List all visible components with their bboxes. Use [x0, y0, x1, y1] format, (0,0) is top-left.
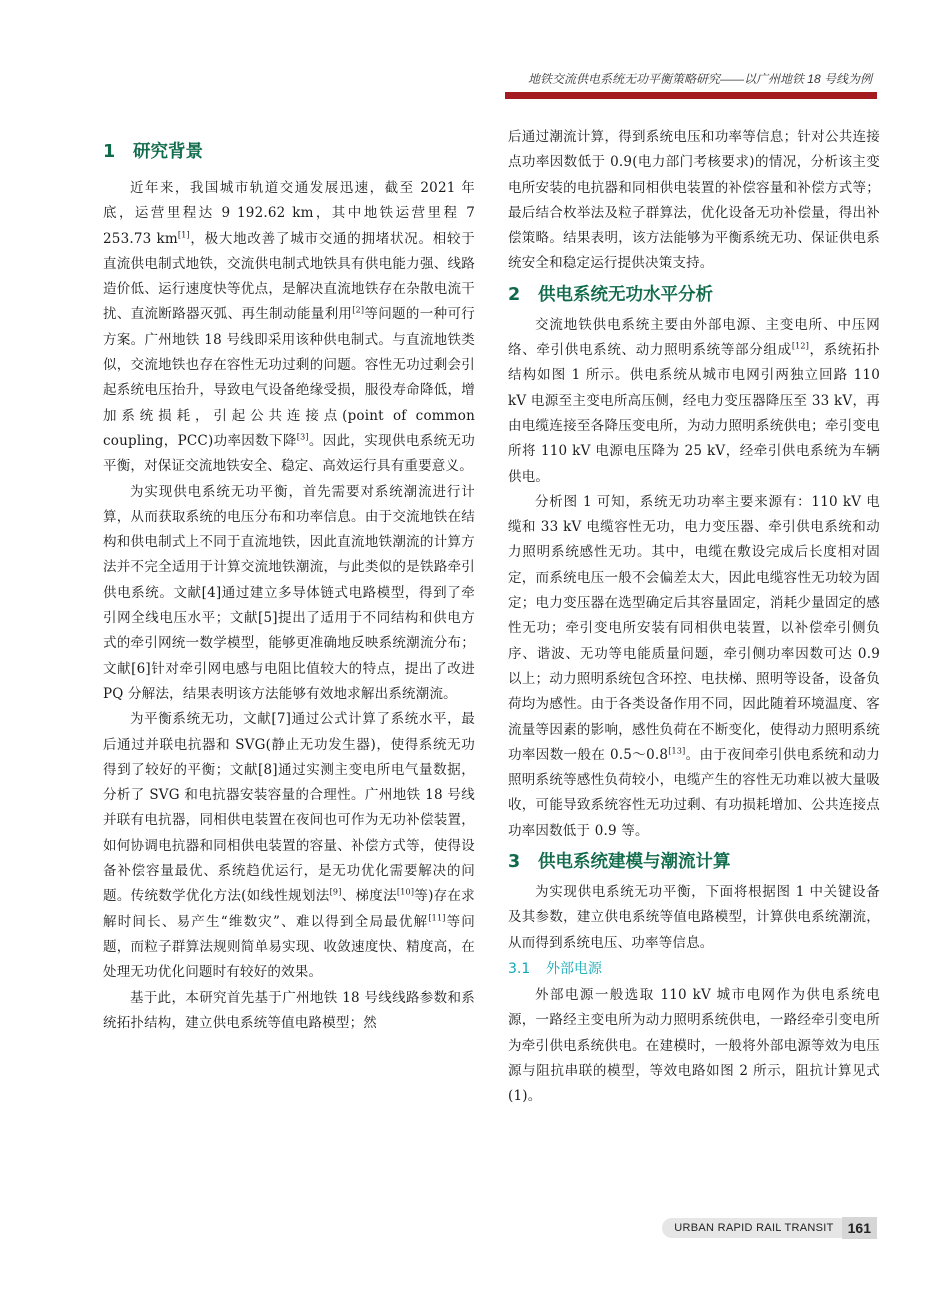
text-run: 分析图 1 可知，系统无功功率主要来源有：110 kV 电缆和 33 kV 电缆容性无功，电力变压器、牵引供电系统和动力照明系统感性无功。其中，电缆在敷设完成后长度相对固定，而系统电压一般不会偏差太大，因此电缆容性无功较为固定；电力变压器在选型确定后其容量固定，消耗少量固定的感性无功；牵引变电所安装有同相供电装置，以补偿牵引侧负序、谐波、无功等电能质量问题，牵引侧功率因数可达 0.9 以上；动力照明系统包含环控、电扶梯、照明等设备，设备负荷均为感性。由于各类设备作用不同，因此随着环境温度、客流量等因素的影响，感性负荷在不断变化，使得动力照明系统功率因数一般在 0.5～0.8	[508, 493, 880, 763]
text-run: 外部电源一般选取 110 kV 城市电网作为供电系统电源，一路经主变电所为动力照明系统供电，一路经牵引变电所为牵引供电系统供电。在建模时，一般将外部电源等效为电压源与阻抗串联的模型，等效电路如图 2 所示，阻抗计算见式(1)。	[508, 986, 880, 1105]
text-run: 等问题的一种可行方案。广州地铁 18 号线即采用该种供电制式。与直流地铁类似，交流地铁也存在容性无功过剩的问题。容性无功过剩会引起系统电压抬升，导致电气设备绝缘受损，服役寿命降低，增加系统损耗，引起公共连接点(point of common coupling，PCC)功率因数下降	[103, 306, 475, 449]
citation: [10]	[396, 887, 415, 897]
section-number: 3	[508, 852, 521, 873]
text-run: 后通过潮流计算，得到系统电压和功率等信息；针对公共连接点功率因数低于 0.9(电力部门考核要求)的情况，分析该主变电所安装的电抗器和同相供电装置的补偿容量和补偿方式等；最后结合枚举法及粒子群算法，优化设备无功补偿量，得出补偿策略。结果表明，该方法能够为平衡系统无功、保证供电系统安全和稳定运行提供决策支持。	[508, 129, 880, 272]
paragraph	[508, 983, 880, 1109]
citation: [3]	[296, 432, 309, 442]
paragraph	[103, 176, 475, 480]
page-footer	[662, 1216, 877, 1240]
text-run: 。因此，实现供电系统无功平衡，对保证交流地铁安全、稳定、高效运行具有重要意义。	[103, 432, 475, 475]
citation: [12]	[791, 341, 810, 351]
subsection-number: 3.1	[508, 960, 531, 977]
section-title: 研究背景	[133, 142, 203, 162]
section-heading-1	[103, 140, 475, 164]
text-run: 等)存在求解时间长、易产生“维数灾”、难以得到全局最优解	[103, 888, 475, 930]
paragraph	[508, 880, 880, 956]
text-run: 近年来，我国城市轨道交通发展迅速，截至 2021 年底，运营里程达 9 192.62 km，其中地铁运营里程 7 253.73 km	[103, 180, 475, 247]
text-run: ，系统拓扑结构如图 1 所示。供电系统从城市电网引两独立回路 110 kV 电源至主变电所高压侧，经电力变压器降压至 33 kV，再由电缆连接至各降压变电所，为动力照明系统供电；牵引变电所将 110 kV 电源电压降为 25 kV，经牵引供电系统为车辆供电。	[508, 342, 881, 485]
text-run: 、梯度法	[341, 888, 397, 905]
citation: [9]	[329, 887, 342, 897]
citation: [2]	[352, 305, 365, 315]
text-run: 为实现供电系统无功平衡，下面将根据图 1 中关键设备及其参数，建立供电系统等值电路模型，计算供电系统潮流，从而得到系统电压、功率等信息。	[508, 884, 880, 951]
text-run: 交流地铁供电系统主要由外部电源、主变电所、中压网络、牵引供电系统、动力照明系统等部分组成	[508, 316, 880, 359]
text-run: 。由于夜间牵引供电系统和动力照明系统等感性负荷较小，电缆产生的容性无功难以被大量吸收，可能导致系统容性无功过剩、有功损耗增加、公共连接点功率因数低于 0.9 等。	[508, 746, 880, 839]
citation: [13]	[668, 746, 686, 756]
section-number: 2	[508, 284, 521, 305]
text-run: 等问题，而粒子群算法规则简单易实现、收敛速度快、精度高，在处理无功优化问题时有较好的效果。	[103, 913, 475, 981]
paragraph	[103, 480, 475, 708]
citation: [1]	[177, 230, 190, 240]
section-title: 供电系统无功水平分析	[538, 284, 713, 305]
subsection-heading-3-1	[508, 958, 880, 980]
header-accent-bar	[505, 92, 877, 99]
text-run: 基于此，本研究首先基于广州地铁 18 号线线路参数和系统拓扑结构，建立供电系统等值电路模型；然	[103, 989, 475, 1031]
left-column	[103, 132, 475, 1036]
journal-name: URBAN RAPID RAIL TRANSIT	[662, 1218, 841, 1238]
text-run: 为实现供电系统无功平衡，首先需要对系统潮流进行计算，从而获取系统的电压分布和功率信息。由于交流地铁在结构和供电制式上不同于直流地铁，因此直流地铁潮流的计算方法并不完全适用于计算交流地铁潮流，与此类似的是铁路牵引供电系统。文献[4]通过建立多导体链式电路模型，得到了牵引网全线电压水平；文献[5]提出了适用于不同结构和供电方式的牵引网统一数学模型，能够更准确地反映系统潮流分布；文献[6]针对牵引网电感与电阻比值较大的特点，提出了改进 PQ 分解法，结果表明该方法能够有效地求解出系统潮流。	[103, 483, 475, 702]
paragraph	[508, 490, 880, 844]
right-column	[508, 125, 880, 1109]
paragraph	[508, 313, 880, 490]
section-title: 供电系统建模与潮流计算	[538, 852, 731, 873]
section-heading-3	[508, 850, 880, 874]
paragraph-continued	[508, 125, 880, 277]
page-number: 161	[842, 1217, 877, 1239]
paragraph	[103, 986, 475, 1037]
paragraph	[103, 707, 475, 985]
section-number: 1	[103, 142, 116, 162]
subsection-title: 外部电源	[546, 960, 602, 977]
text-run: ，极大地改善了城市交通的拥堵状况。相较于直流供电制式地铁，交流供电制式地铁具有供电能力强、线路造价低、运行速度快等优点，是解决直流地铁存在杂散电流干扰、直流断路器灭弧、再生制动能量利用	[103, 230, 476, 323]
section-heading-2	[508, 283, 880, 307]
text-run: 为平衡系统无功，文献[7]通过公式计算了系统水平，最后通过并联电抗器和 SVG(静止无功发生器)，使得系统无功得到了较好的平衡；文献[8]通过实测主变电所电气量数据，分析了 SVG 和电抗器安装容量的合理性。广州地铁 18 号线并联有电抗器，同相供电装置在夜间也可作为无功补偿装置，如何协调电抗器和同相供电装置的容量、补偿方式等，使得设备补偿容量最优、系统趋优运行，是无功优化需要解决的问题。传统数学优化方法(如线性规划法	[103, 711, 475, 905]
running-header-title: 地铁交流供电系统无功平衡策略研究——以广州地铁 18 号线为例	[527, 72, 872, 86]
citation: [11]	[428, 913, 446, 923]
